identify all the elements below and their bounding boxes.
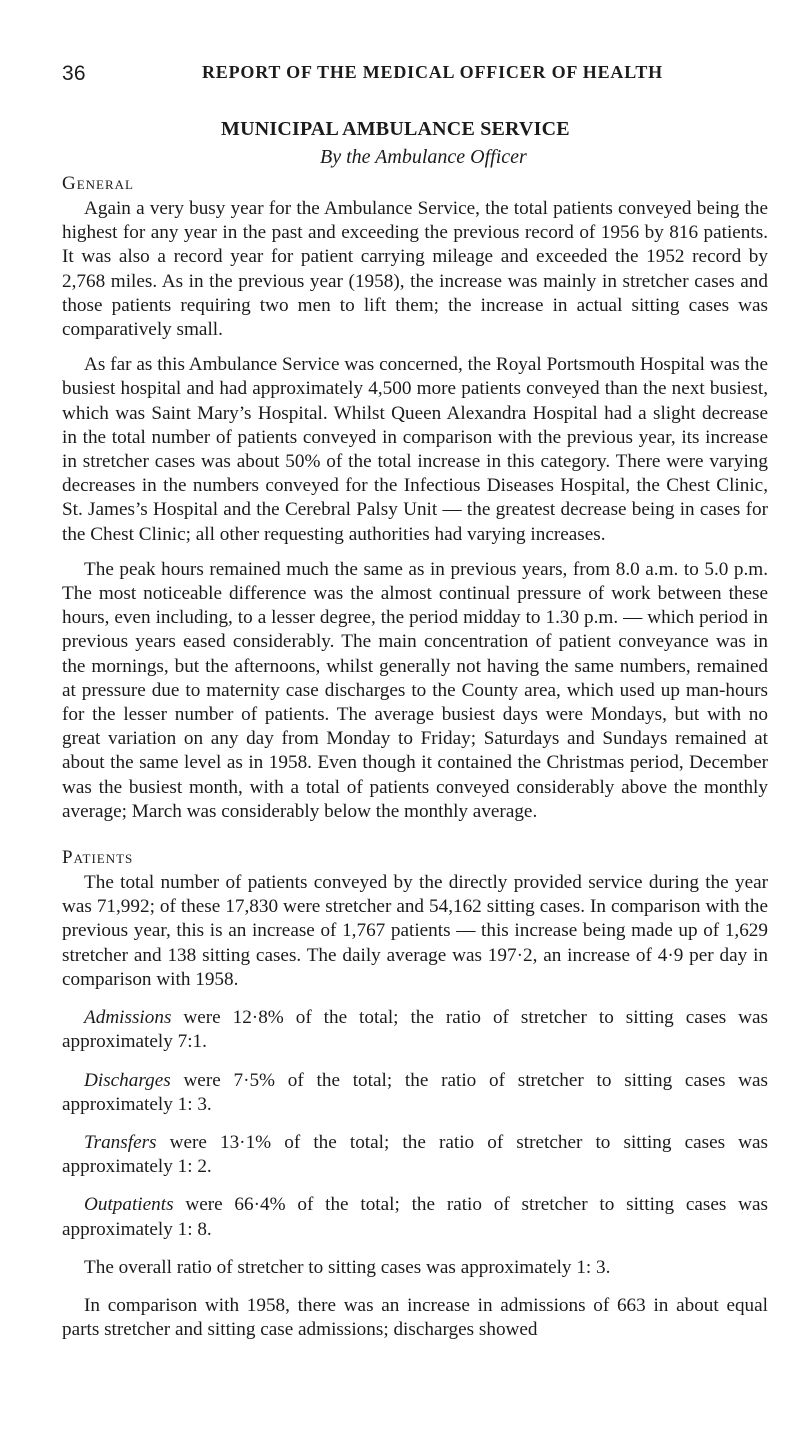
discharges-term: Discharges [84, 1069, 171, 1091]
section-title: MUNICIPAL AMBULANCE SERVICE [221, 118, 570, 140]
discharges-text: were 7·5% of the total; the ratio of stretcher to sitting cases was approximately 1: 3. [62, 1069, 768, 1115]
overall-ratio-paragraph: The overall ratio of stretcher to sitting cases was approximately 1: 3. [84, 1256, 611, 1278]
admissions-paragraph [62, 1006, 768, 1054]
outpatients-paragraph [62, 1193, 768, 1241]
outpatients-text: were 66·4% of the total; the ratio of stretcher to sitting cases was approximately 1: 8. [62, 1194, 768, 1240]
general-paragraph-2: As far as this Ambulance Service was concerned, the Royal Portsmouth Hospital was the busiest hospital and had approximately 4,500 more patients conveyed than the next busiest, which was Saint Mary’s Hospital. Whilst Queen Alexandra Hospital had a slight decrease in the total number of patients conveyed in comparison with the previous year, its increase in stretcher cases was about 50% of the total increase in this category. There were varying decreases in the numbers conveyed for the Infectious Diseases Hospital, the Chest Clinic, St. James’s Hospital and the Cerebral Palsy Unit — the greatest decrease being in cases for the Chest Clinic; all other requesting authorities had varying increases. [62, 354, 768, 545]
general-paragraph-3: The peak hours remained much the same as in previous years, from 8.0 a.m. to 5.0 p.m. The most noticeable difference was the almost continual pressure of work between these hours, even including, to a lesser degree, the period midday to 1.30 p.m. — which period in previous years eased considerably. The main concentration of patient conveyance was in the mornings, but the afternoons, whilst generally not having the same numbers, remained at pressure due to maternity case discharges to the County area, which used up man-hours for the lesser number of patients. The average busiest days were Mondays, but with no great variation on any day from Monday to Friday; Saturdays and Sundays remained at about the same level as in 1958. Even though it contained the Christmas period, December was the busiest month, with a total of patients conveyed considerably above the monthly average; March was considerably below the monthly average. [62, 558, 768, 822]
running-title: REPORT OF THE MEDICAL OFFICER OF HEALTH [202, 62, 663, 82]
transfers-text: were 13·1% of the total; the ratio of stretcher to sitting cases was approximately 1: 2. [62, 1131, 768, 1178]
patients-intro-paragraph: The total number of patients conveyed by the directly provided service during the year was 71,992; of these 17,830 were stretcher and 54,162 sitting cases. In comparison with the previous year, this is an increase of 1,767 patients — this increase being made up of 1,629 stretcher and 138 sitting cases. The daily average was 197·2, an increase of 4·9 per day in comparison with 1958. [62, 872, 768, 990]
transfers-term: Transfers [84, 1131, 157, 1153]
page-number: 36 [62, 62, 86, 85]
section-byline: By the Ambulance Officer [320, 146, 527, 168]
admissions-term: Admissions [84, 1007, 172, 1029]
report-body [62, 171, 768, 1353]
outpatients-term: Outpatients [84, 1194, 174, 1216]
patients-heading: Patients [62, 847, 134, 869]
general-heading: General [62, 173, 134, 194]
discharges-paragraph [62, 1069, 768, 1117]
transfers-paragraph [62, 1131, 768, 1179]
general-paragraph-1: Again a very busy year for the Ambulance Service, the total patients conveyed being the highest for any year in the past and exceeding the previous record of 1956 by 816 patients. It was also a record year for patient carrying mileage and exceeded the 1952 record by 2,768 miles. As in the previous year (1958), the increase was mainly in stretcher cases and those patients requiring two men to lift them; the increase in actual sitting cases was comparatively small. [62, 198, 768, 341]
comparison-paragraph: In comparison with 1958, there was an increase in admissions of 663 in about equal parts stretcher and sitting case admissions; discharges showed [62, 1294, 768, 1341]
admissions-text: were 12·8% of the total; the ratio of stretcher to sitting cases was approximately 7:1. [62, 1007, 768, 1053]
